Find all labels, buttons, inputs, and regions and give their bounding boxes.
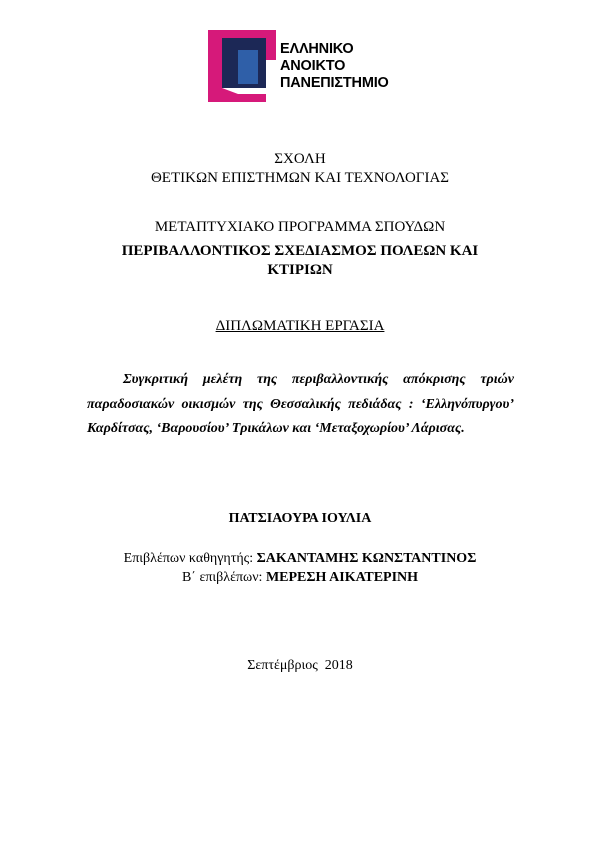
logo-line-2: ΑΝΟΙΚΤΟ: [280, 58, 346, 74]
eap-logo-mark: [208, 30, 276, 102]
program-name-line-2: ΚΤΙΡΙΩΝ: [267, 262, 333, 278]
supervisor-line: [0, 551, 600, 567]
submission-date: Σεπτέμβριος 2018: [247, 658, 353, 673]
co-supervisor-line: [0, 570, 600, 586]
program-name-line-1: ΠΕΡΙΒΑΛΛΟΝΤΙΚΟΣ ΣΧΕΔΙΑΣΜΟΣ ΠΟΛΕΩΝ ΚΑΙ: [121, 243, 479, 259]
school-heading: ΣΧΟΛΗ: [274, 151, 326, 167]
logo-line-1: ΕΛΛΗΝΙΚΟ: [280, 41, 354, 57]
school-name: ΘΕΤΙΚΩΝ ΕΠΙΣΤΗΜΩΝ ΚΑΙ ΤΕΧΝΟΛΟΓΙΑΣ: [150, 170, 450, 186]
co-supervisor-name: ΜΕΡΕΣΗ ΑΙΚΑΤΕΡΙΝΗ: [265, 570, 419, 585]
thesis-title: [87, 368, 514, 442]
university-logo: [208, 30, 398, 102]
thesis-title-text: Συγκριτική μελέτη της περιβαλλοντικής απόκρισης τριών παραδοσιακών οικισμών της Θεσσαλικής πεδιάδας : ‘Ελληνόπυργου’ Καρδίτσας, ‘Βαρουσίου’ Τρικάλων και ‘Μεταξοχωρίου’ Λάρισας.: [87, 372, 514, 436]
thesis-type: ΔΙΠΛΩΜΑΤΙΚΗ ΕΡΓΑΣΙΑ: [215, 318, 385, 334]
author-name: ΠΑΤΣΙΑΟΥΡΑ ΙΟΥΛΙΑ: [228, 511, 372, 526]
co-supervisor-label: Β΄ επιβλέπων:: [181, 570, 263, 585]
logo-line-3: ΠΑΝΕΠΙΣΤΗΜΙΟ: [280, 75, 389, 91]
supervisor-name: ΣΑΚΑΝΤΑΜΗΣ ΚΩΝΣΤΑΝΤΙΝΟΣ: [256, 551, 477, 566]
logo-wordmark: [280, 41, 389, 92]
program-heading: ΜΕΤΑΠΤΥΧΙΑΚΟ ΠΡΟΓΡΑΜΜΑ ΣΠΟΥΔΩΝ: [154, 219, 446, 235]
supervisor-label: Επιβλέπων καθηγητής:: [123, 551, 254, 566]
